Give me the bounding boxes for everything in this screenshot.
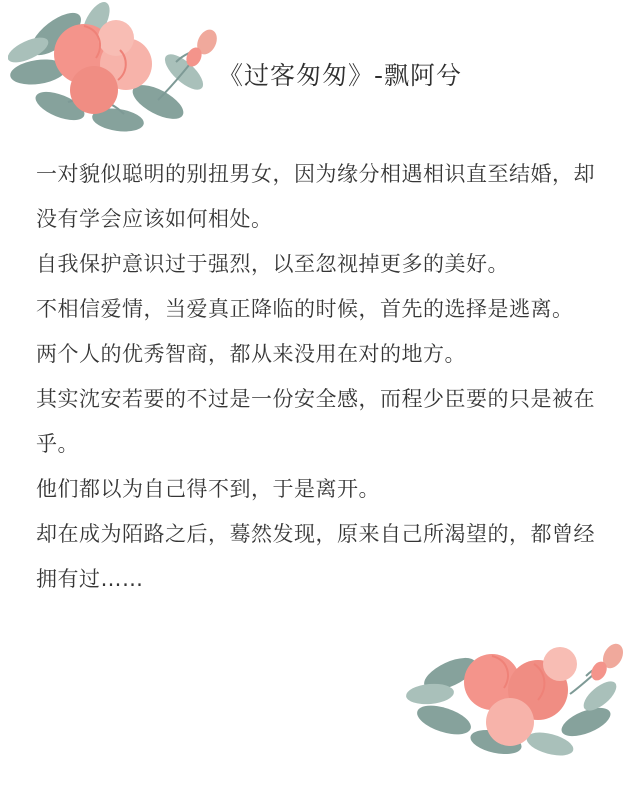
page-title: 《过客匆匆》-飘阿兮 [217,61,463,90]
document-body [36,152,606,602]
paragraph: 却在成为陌路之后，蓦然发现，原来自己所渴望的，都曾经拥有过…… [36,522,595,591]
paragraph: 其实沈安若要的不过是一份安全感，而程少臣要的只是被在乎。 [36,387,595,456]
flower-cluster-icon [400,634,630,764]
paragraph: 一对貌似聪明的别扭男女，因为缘分相遇相识直至结婚，却没有学会应该如何相处。 [36,162,595,231]
paragraph: 他们都以为自己得不到，于是离开。 [36,477,380,501]
paragraph: 自我保护意识过于强烈，以至忽视掉更多的美好。 [36,252,509,276]
paragraph: 不相信爱情，当爱真正降临的时候，首先的选择是逃离。 [36,297,574,321]
paragraph: 两个人的优秀智商，都从来没用在对的地方。 [36,342,466,366]
